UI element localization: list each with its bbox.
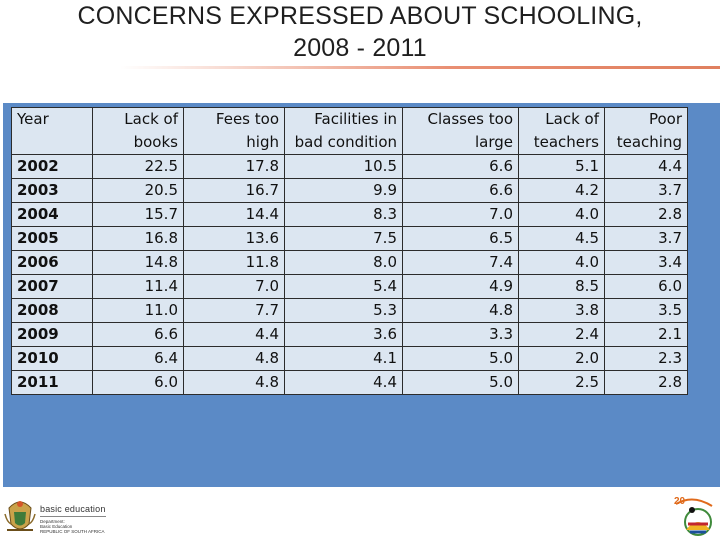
column-header-line2 [17,131,87,154]
table-row [12,275,688,299]
table-row [12,179,688,203]
slide-title-line1: CONCERNS EXPRESSED ABOUT SCHOOLING, [77,2,643,30]
value-cell: 8.5 [519,275,605,299]
value-cell: 2.8 [605,203,688,227]
value-cell: 16.8 [93,227,184,251]
value-cell: 2.0 [519,347,605,371]
department-logo [3,494,123,538]
value-cell: 4.8 [403,299,519,323]
title-divider [120,66,720,69]
value-cell: 7.0 [184,275,285,299]
year-cell: 2006 [12,251,93,275]
value-cell: 4.0 [519,251,605,275]
value-cell: 3.4 [605,251,688,275]
value-cell: 6.6 [403,179,519,203]
column-header-line1: Poor [648,110,682,128]
value-cell: 4.4 [285,371,403,395]
value-cell: 14.4 [184,203,285,227]
value-cell: 11.4 [93,275,184,299]
value-cell: 4.9 [403,275,519,299]
value-cell: 8.0 [285,251,403,275]
column-header-line1: Year [17,110,49,128]
value-cell: 7.4 [403,251,519,275]
value-cell: 6.4 [93,347,184,371]
value-cell: 8.3 [285,203,403,227]
value-cell: 3.6 [285,323,403,347]
table-header-row [12,108,688,155]
concerns-table [11,107,688,395]
table-row [12,227,688,251]
value-cell: 3.3 [403,323,519,347]
value-cell: 7.0 [403,203,519,227]
value-cell: 4.8 [184,347,285,371]
column-header-line1: Facilities in [314,110,397,128]
year-cell: 2010 [12,347,93,371]
column-header [184,108,285,155]
year-cell: 2002 [12,155,93,179]
value-cell: 15.7 [93,203,184,227]
value-cell: 4.5 [519,227,605,251]
value-cell: 4.8 [184,371,285,395]
year-cell: 2005 [12,227,93,251]
value-cell: 11.0 [93,299,184,323]
year-cell: 2011 [12,371,93,395]
table-row [12,203,688,227]
value-cell: 10.5 [285,155,403,179]
logo-divider [40,516,106,517]
table-row [12,155,688,179]
year-cell: 2007 [12,275,93,299]
value-cell: 9.9 [285,179,403,203]
value-cell: 5.0 [403,347,519,371]
value-cell: 5.1 [519,155,605,179]
value-cell: 3.8 [519,299,605,323]
table-row [12,323,688,347]
column-header [605,108,688,155]
value-cell: 4.4 [605,155,688,179]
value-cell: 6.0 [605,275,688,299]
logo-title: basic education [40,504,106,514]
logo-sub-line1: Department: [40,519,65,524]
value-cell: 2.8 [605,371,688,395]
column-header [519,108,605,155]
value-cell: 2.3 [605,347,688,371]
value-cell: 22.5 [93,155,184,179]
value-cell: 6.6 [93,323,184,347]
column-header-line2: large [474,133,513,151]
year-cell: 2004 [12,203,93,227]
coat-of-arms-icon [3,494,37,538]
column-header-line2: teachers [533,133,599,151]
value-cell: 3.5 [605,299,688,323]
table-row [12,299,688,323]
column-header [12,108,93,155]
value-cell: 4.1 [285,347,403,371]
column-header [403,108,519,155]
value-cell: 7.5 [285,227,403,251]
anniversary-logo [668,494,718,538]
year-cell: 2008 [12,299,93,323]
value-cell: 2.4 [519,323,605,347]
column-header-line2: books [133,133,178,151]
value-cell: 2.1 [605,323,688,347]
slide-title-line2: 2008 - 2011 [293,34,427,62]
value-cell: 3.7 [605,227,688,251]
value-cell: 6.5 [403,227,519,251]
table-row [12,347,688,371]
column-header-line1: Lack of [545,110,599,128]
column-header-line1: Fees too [215,110,279,128]
column-header-line1: Lack of [124,110,178,128]
logo-sub-line2: Basic Education [40,524,73,529]
value-cell: 3.7 [605,179,688,203]
value-cell: 5.4 [285,275,403,299]
value-cell: 5.0 [403,371,519,395]
value-cell: 13.6 [184,227,285,251]
value-cell: 11.8 [184,251,285,275]
table-body [12,155,688,395]
column-header [285,108,403,155]
value-cell: 6.6 [403,155,519,179]
column-header-line1: Classes too [427,110,513,128]
value-cell: 7.7 [184,299,285,323]
year-cell: 2009 [12,323,93,347]
value-cell: 4.2 [519,179,605,203]
value-cell: 20.5 [93,179,184,203]
value-cell: 4.4 [184,323,285,347]
year-cell: 2003 [12,179,93,203]
value-cell: 4.0 [519,203,605,227]
column-header [93,108,184,155]
value-cell: 5.3 [285,299,403,323]
column-header-line2: high [246,133,279,151]
column-header-line2: teaching [616,133,682,151]
column-header-line2: bad condition [294,133,397,151]
anniversary-number: 20 [674,496,686,507]
slide-title [0,0,720,64]
value-cell: 2.5 [519,371,605,395]
value-cell: 16.7 [184,179,285,203]
logo-sub-line3: REPUBLIC OF SOUTH AFRICA [40,529,105,534]
value-cell: 14.8 [93,251,184,275]
value-cell: 6.0 [93,371,184,395]
value-cell: 17.8 [184,155,285,179]
table-row [12,251,688,275]
table-row [12,371,688,395]
